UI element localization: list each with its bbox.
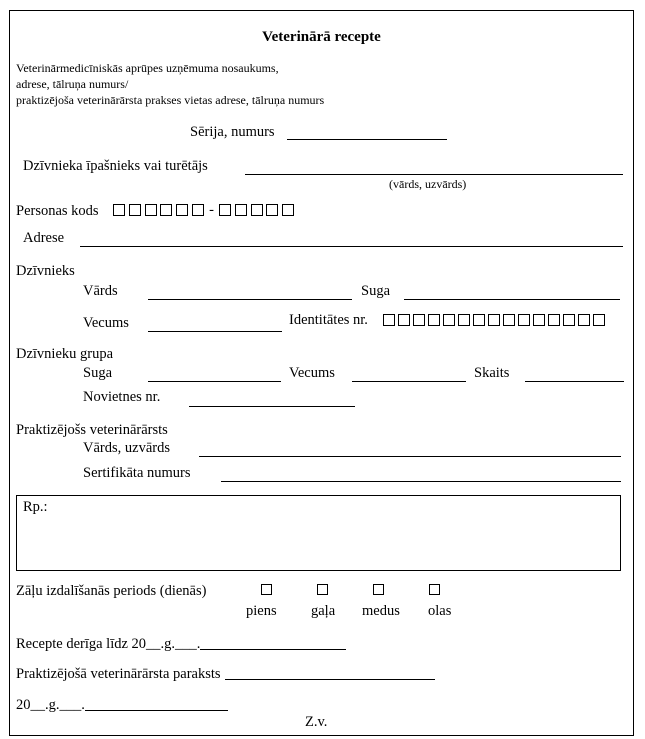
code-digit-box[interactable] xyxy=(235,204,247,216)
prescription-box[interactable] xyxy=(16,495,621,571)
code-digit-box[interactable] xyxy=(145,204,157,216)
group-species-label: Suga xyxy=(83,365,112,381)
group-species-field[interactable] xyxy=(148,381,281,382)
id-digit-box[interactable] xyxy=(563,314,575,326)
owner-hint: (vārds, uzvārds) xyxy=(389,177,467,191)
code-digit-box[interactable] xyxy=(219,204,231,216)
id-digit-box[interactable] xyxy=(548,314,560,326)
meat-label: gaļa xyxy=(311,603,336,619)
id-digit-box[interactable] xyxy=(383,314,395,326)
milk-label: piens xyxy=(246,603,277,619)
honey-label: medus xyxy=(362,603,400,619)
animal-species-label: Suga xyxy=(361,283,390,299)
valid-until-label: Recepte derīga līdz 20__.g.___. xyxy=(16,636,201,652)
eggs-checkbox[interactable] xyxy=(429,584,440,595)
id-digit-box[interactable] xyxy=(578,314,590,326)
code-separator: - xyxy=(209,202,214,218)
vet-certificate-label: Sertifikāta numurs xyxy=(83,465,191,481)
valid-until-field[interactable] xyxy=(200,637,346,650)
signature-label: Praktizējošā veterinārārsta paraksts xyxy=(16,666,221,682)
address-label: Adrese xyxy=(23,230,65,246)
id-digit-box[interactable] xyxy=(503,314,515,326)
meat-checkbox[interactable] xyxy=(317,584,328,595)
owner-field[interactable] xyxy=(245,174,623,175)
owner-label: Dzīvnieka īpašnieks vai turētājs xyxy=(23,158,208,174)
issuer-info xyxy=(16,60,324,108)
stamp-place-label: Z.v. xyxy=(305,714,328,730)
series-label: Sērija, numurs xyxy=(190,124,275,140)
code-digit-box[interactable] xyxy=(160,204,172,216)
issuer-line: adrese, tālruņa numurs/ xyxy=(16,77,129,91)
code-digit-box[interactable] xyxy=(129,204,141,216)
animal-id-boxes xyxy=(383,313,605,327)
id-digit-box[interactable] xyxy=(518,314,530,326)
personal-code-boxes xyxy=(113,203,298,217)
address-field[interactable] xyxy=(80,246,623,247)
id-digit-box[interactable] xyxy=(593,314,605,326)
issuer-line: Veterinārmedicīniskās aprūpes uzņēmuma nosaukums, xyxy=(16,61,279,75)
signature-row xyxy=(16,665,435,682)
animal-id-label: Identitātes nr. xyxy=(289,312,368,328)
code-digit-box[interactable] xyxy=(266,204,278,216)
group-count-field[interactable] xyxy=(525,381,624,382)
personal-code-label: Personas kods xyxy=(16,203,99,219)
id-digit-box[interactable] xyxy=(458,314,470,326)
vet-certificate-field[interactable] xyxy=(221,481,621,482)
valid-until-row xyxy=(16,635,346,652)
vet-name-label: Vārds, uzvārds xyxy=(83,440,170,456)
code-digit-box[interactable] xyxy=(176,204,188,216)
issuer-line: praktizējoša veterinārārsta prakses vietas adrese, tālruņa numurs xyxy=(16,93,325,107)
id-digit-box[interactable] xyxy=(473,314,485,326)
code-digit-box[interactable] xyxy=(282,204,294,216)
vet-name-field[interactable] xyxy=(199,456,621,457)
animal-species-field[interactable] xyxy=(404,299,620,300)
animal-age-field[interactable] xyxy=(148,331,282,332)
code-digit-box[interactable] xyxy=(113,204,125,216)
series-field[interactable] xyxy=(287,139,447,140)
id-digit-box[interactable] xyxy=(488,314,500,326)
animal-age-label: Vecums xyxy=(83,315,129,331)
vet-heading: Praktizējošs veterinārārsts xyxy=(16,422,168,438)
date-field[interactable] xyxy=(85,698,228,711)
code-digit-box[interactable] xyxy=(251,204,263,216)
group-age-field[interactable] xyxy=(352,381,466,382)
animal-group-heading: Dzīvnieku grupa xyxy=(16,346,114,362)
animal-heading: Dzīvnieks xyxy=(16,263,75,279)
date-label: 20__.g.___. xyxy=(16,697,85,713)
group-count-label: Skaits xyxy=(474,365,510,381)
holding-number-label: Novietnes nr. xyxy=(83,389,161,405)
signature-field[interactable] xyxy=(225,667,435,680)
honey-checkbox[interactable] xyxy=(373,584,384,595)
form-title: Veterinārā recepte xyxy=(262,29,381,45)
animal-name-label: Vārds xyxy=(83,283,118,299)
eggs-label: olas xyxy=(428,603,452,619)
group-age-label: Vecums xyxy=(289,365,335,381)
rp-label: Rp.: xyxy=(23,499,48,515)
id-digit-box[interactable] xyxy=(428,314,440,326)
id-digit-box[interactable] xyxy=(533,314,545,326)
id-digit-box[interactable] xyxy=(398,314,410,326)
code-digit-box[interactable] xyxy=(192,204,204,216)
date-row xyxy=(16,696,228,713)
holding-number-field[interactable] xyxy=(189,406,355,407)
withdrawal-label: Zāļu izdalīšanās periods (dienās) xyxy=(16,583,207,599)
id-digit-box[interactable] xyxy=(413,314,425,326)
animal-name-field[interactable] xyxy=(148,299,352,300)
milk-checkbox[interactable] xyxy=(261,584,272,595)
id-digit-box[interactable] xyxy=(443,314,455,326)
